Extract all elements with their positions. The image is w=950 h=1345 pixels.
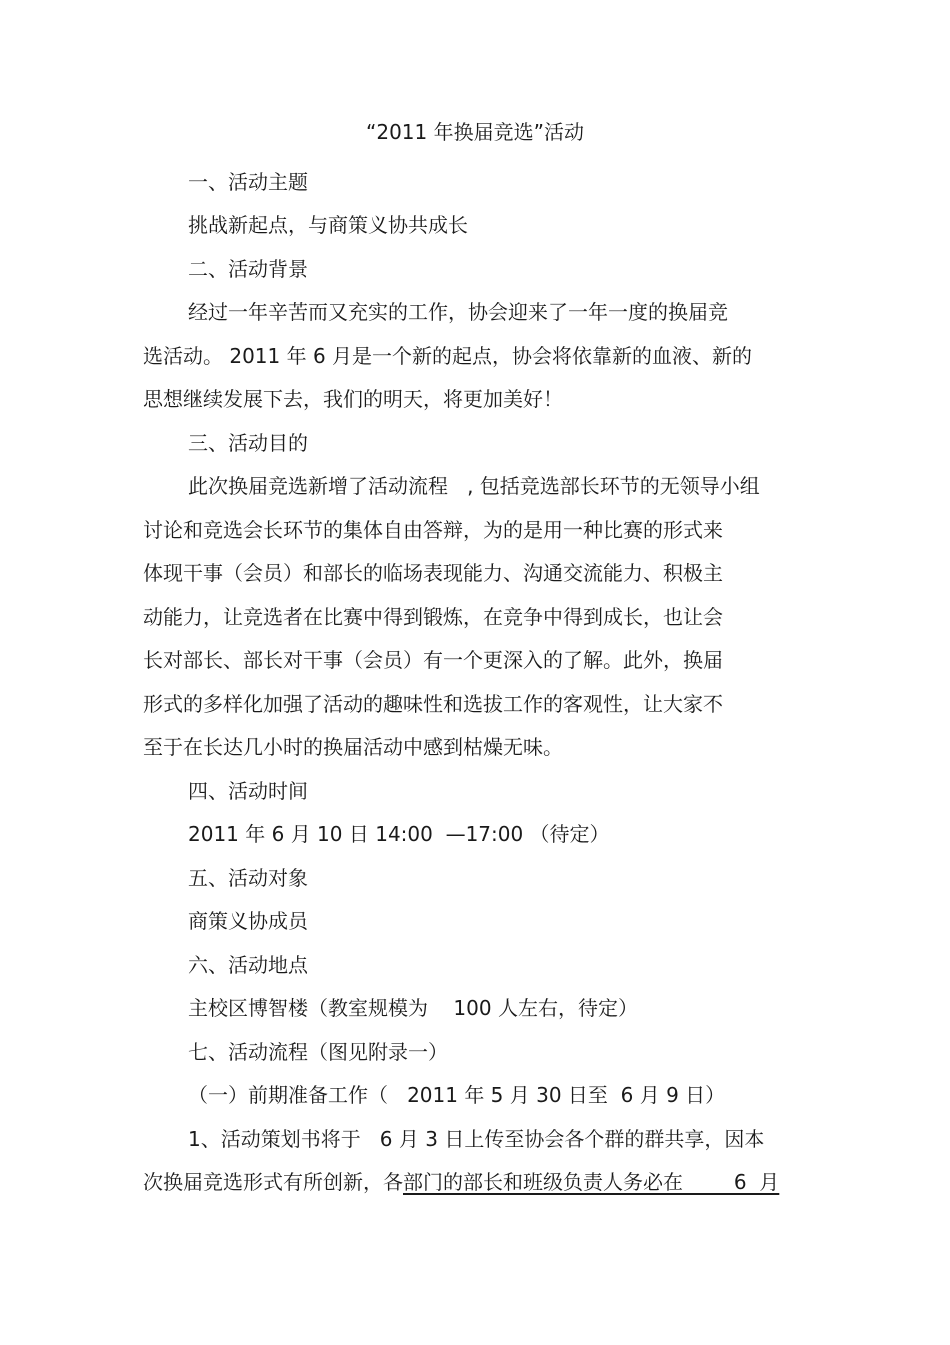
purpose-line-3: 体现干事（会员）和部长的临场表现能力、沟通交流能力、积极主 — [143, 561, 723, 585]
process-item-1-line-2 — [143, 1170, 779, 1194]
section-heading-background: 二、活动背景 — [188, 257, 308, 281]
location-text: 主校区博智楼（教室规模为 100 人左右，待定） — [188, 996, 638, 1020]
process-item-1-underlined-text: 部门的部长和班级负责人务必在 6 月 — [403, 1170, 780, 1194]
section-heading-purpose: 三、活动目的 — [188, 431, 308, 455]
section-heading-theme: 一、活动主题 — [188, 170, 308, 194]
section-heading-location: 六、活动地点 — [188, 953, 308, 977]
section-heading-process: 七、活动流程（图见附录一） — [188, 1040, 448, 1064]
purpose-line-6: 形式的多样化加强了活动的趣味性和选拔工作的客观性，让大家不 — [143, 692, 723, 716]
background-line-1: 经过一年辛苦而又充实的工作，协会迎来了一年一度的换届竞 — [188, 300, 728, 324]
process-item-1-line-1: 1、活动策划书将于 6 月 3 日上传至协会各个群的群共享，因本 — [188, 1127, 765, 1151]
purpose-line-4: 动能力，让竞选者在比赛中得到锻炼，在竞争中得到成长，也让会 — [143, 605, 723, 629]
purpose-line-1: 此次换届竞选新增了活动流程 , 包括竞选部长环节的无领导小组 — [188, 474, 760, 498]
section-heading-audience: 五、活动对象 — [188, 866, 308, 890]
background-line-2: 选活动。 2011 年 6 月是一个新的起点，协会将依靠新的血液、新的 — [143, 344, 753, 368]
background-line-3: 思想继续发展下去，我们的明天，将更加美好！ — [143, 387, 563, 411]
time-text: 2011 年 6 月 10 日 14:00 —17:00 （待定） — [188, 822, 610, 846]
theme-text: 挑战新起点，与商策义协共成长 — [188, 213, 468, 237]
purpose-line-7: 至于在长达几小时的换届活动中感到枯燥无味。 — [143, 735, 563, 759]
process-item-1-plain-text: 次换届竞选形式有所创新，各 — [143, 1170, 403, 1194]
process-subheading-preparation: （一）前期准备工作（ 2011 年 5 月 30 日至 6 月 9 日） — [188, 1083, 726, 1107]
purpose-line-2: 讨论和竞选会长环节的集体自由答辩，为的是用一种比赛的形式来 — [143, 518, 723, 542]
purpose-line-5: 长对部长、部长对干事（会员）有一个更深入的了解。此外，换届 — [143, 648, 723, 672]
section-heading-time: 四、活动时间 — [188, 779, 308, 803]
document-title: “2011 年换届竞选”活动 — [366, 120, 584, 144]
audience-text: 商策义协成员 — [188, 909, 308, 933]
